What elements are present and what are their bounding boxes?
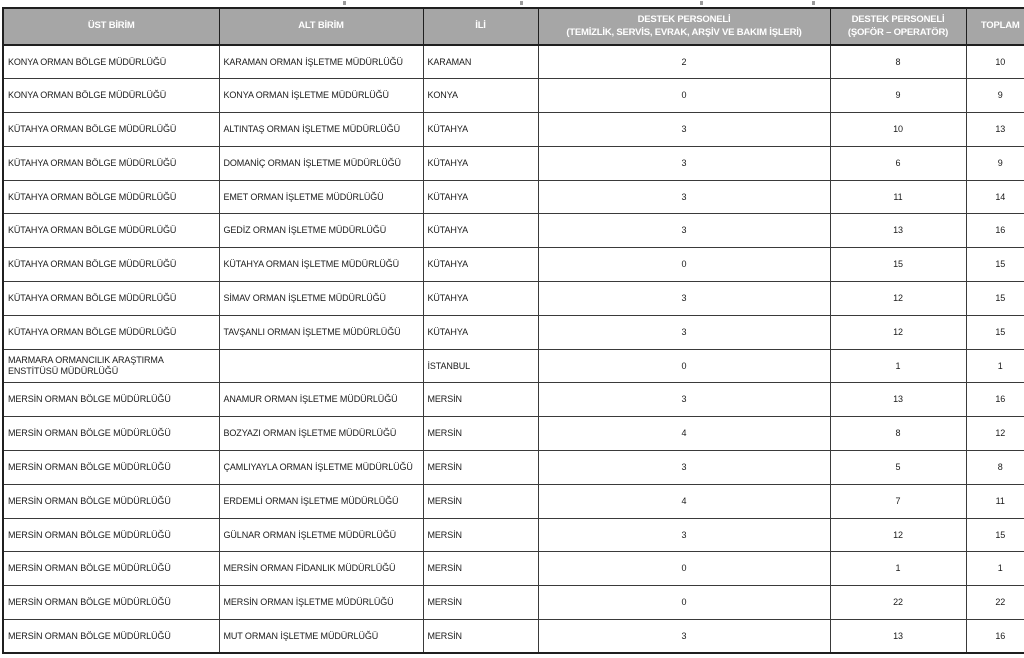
cell-toplam: 15 — [966, 518, 1024, 552]
cell-alt-birim: GEDİZ ORMAN İŞLETME MÜDÜRLÜĞÜ — [219, 214, 423, 248]
cell-destek-sofor: 8 — [830, 417, 966, 451]
cell-toplam: 13 — [966, 113, 1024, 147]
cell-toplam: 15 — [966, 248, 1024, 282]
cell-destek-sofor: 13 — [830, 383, 966, 417]
cell-ust-birim: MERSİN ORMAN BÖLGE MÜDÜRLÜĞÜ — [3, 484, 219, 518]
table-body — [3, 45, 1024, 653]
cell-il: MERSİN — [423, 451, 538, 485]
col-header-label-line1: DESTEK PERSONELİ — [851, 14, 945, 26]
cell-alt-birim: MERSİN ORMAN İŞLETME MÜDÜRLÜĞÜ — [219, 586, 423, 620]
cell-destek-bakim: 3 — [538, 282, 830, 316]
cell-destek-bakim: 3 — [538, 451, 830, 485]
table-row — [3, 552, 1024, 586]
cell-destek-bakim: 3 — [538, 518, 830, 552]
cell-ust-birim: MERSİN ORMAN BÖLGE MÜDÜRLÜĞÜ — [3, 417, 219, 451]
cell-il: MERSİN — [423, 484, 538, 518]
table-row — [3, 146, 1024, 180]
cell-ust-birim: KÜTAHYA ORMAN BÖLGE MÜDÜRLÜĞÜ — [3, 248, 219, 282]
cell-toplam: 11 — [966, 484, 1024, 518]
table-row — [3, 417, 1024, 451]
cell-destek-bakim: 3 — [538, 180, 830, 214]
cell-destek-bakim: 0 — [538, 248, 830, 282]
cell-toplam: 16 — [966, 620, 1024, 654]
cell-il: MERSİN — [423, 620, 538, 654]
cell-destek-sofor: 10 — [830, 113, 966, 147]
cell-il: KÜTAHYA — [423, 214, 538, 248]
cell-destek-bakim: 4 — [538, 484, 830, 518]
cell-destek-bakim: 4 — [538, 417, 830, 451]
col-header-label-line2: (ŞOFÖR – OPERATÖR) — [847, 26, 949, 38]
cell-alt-birim: KARAMAN ORMAN İŞLETME MÜDÜRLÜĞÜ — [219, 45, 423, 79]
cell-destek-sofor: 12 — [830, 282, 966, 316]
cell-il: İSTANBUL — [423, 349, 538, 383]
cell-destek-sofor: 12 — [830, 315, 966, 349]
cell-destek-bakim: 0 — [538, 586, 830, 620]
table-row — [3, 315, 1024, 349]
cell-destek-sofor: 1 — [830, 349, 966, 383]
cell-alt-birim — [219, 349, 423, 383]
cell-il: KÜTAHYA — [423, 282, 538, 316]
cell-destek-sofor: 22 — [830, 586, 966, 620]
cell-toplam: 15 — [966, 315, 1024, 349]
cell-toplam: 1 — [966, 552, 1024, 586]
cell-ust-birim: KÜTAHYA ORMAN BÖLGE MÜDÜRLÜĞÜ — [3, 315, 219, 349]
cropped-text-remnant — [343, 1, 346, 5]
cell-destek-bakim: 3 — [538, 214, 830, 248]
col-header-label-line1: DESTEK PERSONELİ — [637, 14, 731, 26]
table-header-row — [3, 8, 1024, 45]
cell-toplam: 12 — [966, 417, 1024, 451]
table-row — [3, 180, 1024, 214]
table-row — [3, 214, 1024, 248]
cell-ust-birim: KONYA ORMAN BÖLGE MÜDÜRLÜĞÜ — [3, 45, 219, 79]
cell-alt-birim: EMET ORMAN İŞLETME MÜDÜRLÜĞÜ — [219, 180, 423, 214]
col-header-label: ÜST BİRİM — [87, 20, 135, 32]
col-header-toplam — [966, 8, 1024, 45]
cell-il: KÜTAHYA — [423, 146, 538, 180]
cell-toplam: 14 — [966, 180, 1024, 214]
cell-il: MERSİN — [423, 518, 538, 552]
cell-alt-birim: ANAMUR ORMAN İŞLETME MÜDÜRLÜĞÜ — [219, 383, 423, 417]
cell-destek-bakim: 0 — [538, 349, 830, 383]
cell-il: MERSİN — [423, 552, 538, 586]
cell-toplam: 1 — [966, 349, 1024, 383]
col-header-ili — [423, 8, 538, 45]
table-row — [3, 620, 1024, 654]
cell-destek-bakim: 3 — [538, 315, 830, 349]
cell-ust-birim: KÜTAHYA ORMAN BÖLGE MÜDÜRLÜĞÜ — [3, 282, 219, 316]
cell-alt-birim: BOZYAZI ORMAN İŞLETME MÜDÜRLÜĞÜ — [219, 417, 423, 451]
cell-ust-birim: KÜTAHYA ORMAN BÖLGE MÜDÜRLÜĞÜ — [3, 113, 219, 147]
cell-destek-bakim: 2 — [538, 45, 830, 79]
table-row — [3, 113, 1024, 147]
table-row — [3, 518, 1024, 552]
cell-il: MERSİN — [423, 383, 538, 417]
col-header-destek-bakim — [538, 8, 830, 45]
cell-ust-birim: KONYA ORMAN BÖLGE MÜDÜRLÜĞÜ — [3, 79, 219, 113]
table-row — [3, 248, 1024, 282]
cell-alt-birim: MERSİN ORMAN FİDANLIK MÜDÜRLÜĞÜ — [219, 552, 423, 586]
col-header-label: İLİ — [475, 20, 486, 32]
col-header-label: TOPLAM — [980, 20, 1020, 32]
cell-il: KÜTAHYA — [423, 315, 538, 349]
col-header-destek-sofor — [830, 8, 966, 45]
cell-alt-birim: GÜLNAR ORMAN İŞLETME MÜDÜRLÜĞÜ — [219, 518, 423, 552]
table-row — [3, 383, 1024, 417]
cell-il: MERSİN — [423, 586, 538, 620]
cell-toplam: 16 — [966, 383, 1024, 417]
cropped-text-remnant — [520, 1, 523, 5]
cell-destek-bakim: 3 — [538, 146, 830, 180]
cell-il: KÜTAHYA — [423, 113, 538, 147]
cell-destek-sofor: 7 — [830, 484, 966, 518]
cell-destek-bakim: 3 — [538, 383, 830, 417]
cell-ust-birim: MERSİN ORMAN BÖLGE MÜDÜRLÜĞÜ — [3, 518, 219, 552]
cell-ust-birim: KÜTAHYA ORMAN BÖLGE MÜDÜRLÜĞÜ — [3, 214, 219, 248]
cell-destek-sofor: 5 — [830, 451, 966, 485]
cell-toplam: 15 — [966, 282, 1024, 316]
cell-toplam: 10 — [966, 45, 1024, 79]
cell-ust-birim: MERSİN ORMAN BÖLGE MÜDÜRLÜĞÜ — [3, 586, 219, 620]
cropped-text-remnant — [812, 1, 815, 5]
cell-il: KÜTAHYA — [423, 180, 538, 214]
cell-il: MERSİN — [423, 417, 538, 451]
cell-destek-sofor: 11 — [830, 180, 966, 214]
table-row — [3, 79, 1024, 113]
cell-destek-bakim: 0 — [538, 79, 830, 113]
cell-alt-birim: ÇAMLIYAYLA ORMAN İŞLETME MÜDÜRLÜĞÜ — [219, 451, 423, 485]
cell-il: KONYA — [423, 79, 538, 113]
cell-alt-birim: ALTINTAŞ ORMAN İŞLETME MÜDÜRLÜĞÜ — [219, 113, 423, 147]
cell-destek-bakim: 0 — [538, 552, 830, 586]
cell-alt-birim: SİMAV ORMAN İŞLETME MÜDÜRLÜĞÜ — [219, 282, 423, 316]
col-header-ust-birim — [3, 8, 219, 45]
personnel-table — [2, 7, 1024, 654]
cropped-text-remnant — [700, 1, 703, 5]
cell-destek-sofor: 1 — [830, 552, 966, 586]
cell-ust-birim: MERSİN ORMAN BÖLGE MÜDÜRLÜĞÜ — [3, 620, 219, 654]
cell-destek-bakim: 3 — [538, 620, 830, 654]
cell-il: KARAMAN — [423, 45, 538, 79]
cell-destek-sofor: 15 — [830, 248, 966, 282]
cell-il: KÜTAHYA — [423, 248, 538, 282]
cell-toplam: 9 — [966, 146, 1024, 180]
cell-alt-birim: DOMANİÇ ORMAN İŞLETME MÜDÜRLÜĞÜ — [219, 146, 423, 180]
col-header-label: ALT BİRİM — [298, 20, 344, 32]
cell-toplam: 16 — [966, 214, 1024, 248]
table-row — [3, 484, 1024, 518]
cell-alt-birim: ERDEMLİ ORMAN İŞLETME MÜDÜRLÜĞÜ — [219, 484, 423, 518]
cell-toplam: 9 — [966, 79, 1024, 113]
cell-destek-sofor: 12 — [830, 518, 966, 552]
cell-alt-birim: KONYA ORMAN İŞLETME MÜDÜRLÜĞÜ — [219, 79, 423, 113]
cell-toplam: 22 — [966, 586, 1024, 620]
cell-destek-sofor: 13 — [830, 214, 966, 248]
table-row — [3, 451, 1024, 485]
cell-ust-birim: KÜTAHYA ORMAN BÖLGE MÜDÜRLÜĞÜ — [3, 146, 219, 180]
cell-destek-sofor: 8 — [830, 45, 966, 79]
cell-ust-birim: MARMARA ORMANCILIK ARAŞTIRMA ENSTİTÜSÜ MÜDÜRLÜĞÜ — [3, 349, 219, 383]
cell-destek-sofor: 13 — [830, 620, 966, 654]
table-row — [3, 349, 1024, 383]
cell-ust-birim: MERSİN ORMAN BÖLGE MÜDÜRLÜĞÜ — [3, 383, 219, 417]
col-header-alt-birim — [219, 8, 423, 45]
cell-destek-bakim: 3 — [538, 113, 830, 147]
cell-ust-birim: MERSİN ORMAN BÖLGE MÜDÜRLÜĞÜ — [3, 451, 219, 485]
col-header-label-line2: (TEMİZLİK, SERVİS, EVRAK, ARŞİV VE BAKIM İŞLERİ) — [566, 26, 802, 38]
table-row — [3, 45, 1024, 79]
table-row — [3, 586, 1024, 620]
cell-alt-birim: MUT ORMAN İŞLETME MÜDÜRLÜĞÜ — [219, 620, 423, 654]
table-row — [3, 282, 1024, 316]
cell-toplam: 8 — [966, 451, 1024, 485]
cell-destek-sofor: 6 — [830, 146, 966, 180]
cell-ust-birim: KÜTAHYA ORMAN BÖLGE MÜDÜRLÜĞÜ — [3, 180, 219, 214]
cell-alt-birim: TAVŞANLI ORMAN İŞLETME MÜDÜRLÜĞÜ — [219, 315, 423, 349]
cell-alt-birim: KÜTAHYA ORMAN İŞLETME MÜDÜRLÜĞÜ — [219, 248, 423, 282]
cell-destek-sofor: 9 — [830, 79, 966, 113]
cell-ust-birim: MERSİN ORMAN BÖLGE MÜDÜRLÜĞÜ — [3, 552, 219, 586]
